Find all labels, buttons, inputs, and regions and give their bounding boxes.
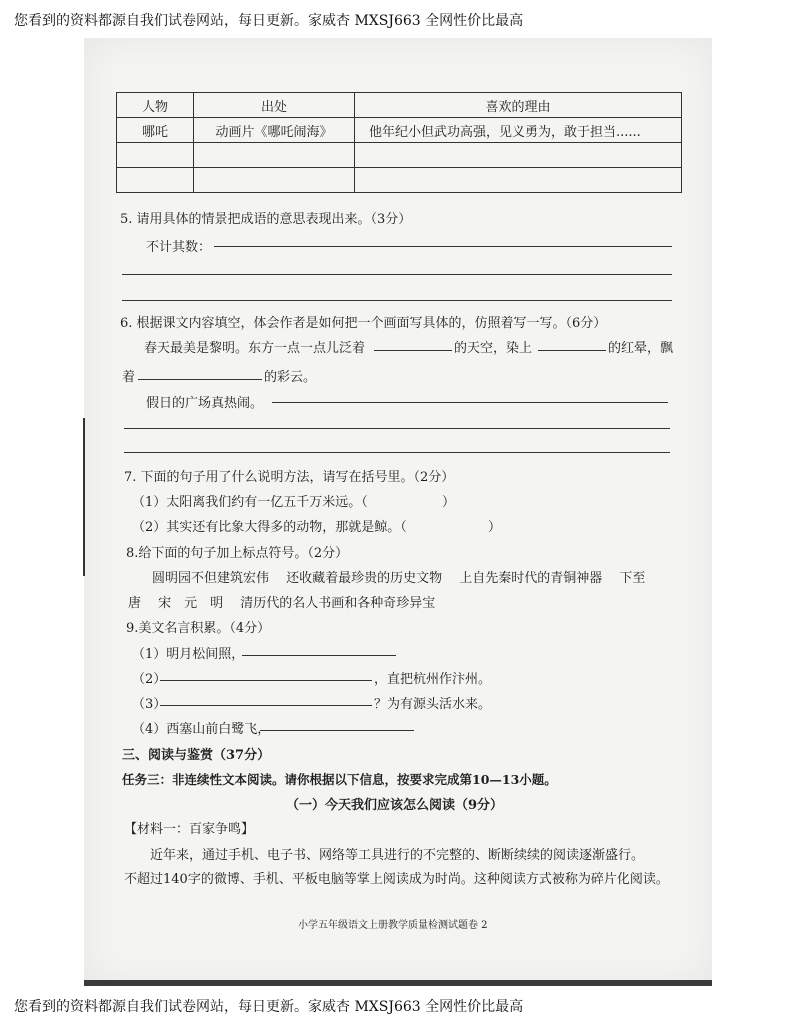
q8-sentence-line1: 圆明园不但建筑宏伟 还收藏着最珍贵的历史文物 上自先秦时代的青铜神器 下至 — [152, 571, 646, 586]
q9-item-1: （1）明月松间照， — [132, 647, 245, 662]
blank-line[interactable] — [260, 730, 414, 731]
material-paragraph-2: 不超过140字的微博、手机、平板电脑等掌上阅读成为时尚。这种阅读方式被称为碎片化阅读。 — [124, 872, 669, 887]
q9-item-2-tail: ，直把杭州作汴州。 — [374, 672, 492, 687]
q9-item-3-number: （3） — [132, 697, 167, 712]
q7-item-2-close: ） — [488, 520, 502, 535]
table-cell[interactable] — [355, 168, 682, 193]
blank-line[interactable] — [374, 350, 452, 351]
table-header-cell: 喜欢的理由 — [355, 93, 682, 118]
table-cell: 他年纪小但武功高强，见义勇为，敢于担当...... — [355, 118, 682, 143]
q9-item-4: （4）西塞山前白鹭飞， — [132, 722, 271, 737]
q8-sentence-line2: 唐 宋 元 明 清历代的名人书画和各种奇珍异宝 — [128, 596, 436, 611]
blank-line[interactable] — [160, 705, 372, 706]
bottom-banner: 您看到的资料都源自我们试卷网站，每日更新。家威杏 MXSJ663 全网性价比最高 — [14, 999, 524, 1015]
question-7-title: 7. 下面的句子用了什么说明方法，请写在括号里。（2分） — [124, 470, 455, 485]
table-cell[interactable] — [194, 168, 355, 193]
q6-line2-part-b: 的彩云。 — [264, 370, 317, 385]
q6-line1-part-a: 春天最美是黎明。东方一点一点儿泛着 — [144, 341, 366, 356]
material-paragraph-1: 近年来，通过手机、电子书、网络等工具进行的不完整的、断断续续的阅读逐渐盛行。 — [150, 848, 645, 863]
q6-line1-part-c: 的红晕，飘 — [608, 341, 674, 356]
answer-line[interactable] — [122, 274, 672, 275]
q9-item-3-tail: ？为有源头活水来。 — [374, 697, 492, 712]
material-heading: 【材料一：百家争鸣】 — [124, 822, 255, 837]
question-9-title: 9.美文名言积累。（4分） — [126, 621, 271, 636]
q6-line1-part-b: 的天空，染上 — [454, 341, 533, 356]
table-cell[interactable] — [194, 143, 355, 168]
table-cell: 哪吒 — [117, 118, 194, 143]
q6-line2-part-a: 着 — [122, 370, 136, 385]
table-header-row — [117, 93, 682, 118]
top-banner: 您看到的资料都源自我们试卷网站，每日更新。家威杏 MXSJ663 全网性价比最高 — [14, 13, 524, 29]
section-3-title: 三、阅读与鉴赏（37分） — [122, 748, 271, 763]
q7-item-1-close: ） — [442, 495, 456, 510]
q7-item-2: （2）其实还有比象大得多的动物，那就是鲸。（ — [132, 520, 407, 535]
table-header-cell: 人物 — [117, 93, 194, 118]
reading-subtitle: （一）今天我们应该怎么阅读（9分） — [286, 798, 504, 813]
answer-line[interactable] — [272, 402, 668, 403]
question-8-title: 8.给下面的句子加上标点符号。（2分） — [126, 546, 349, 561]
blank-line[interactable] — [160, 680, 372, 681]
answer-line[interactable] — [214, 246, 672, 247]
table-row — [117, 118, 682, 143]
table-cell[interactable] — [117, 143, 194, 168]
table-header-cell: 出处 — [194, 93, 355, 118]
answer-line[interactable] — [124, 452, 670, 453]
blank-line[interactable] — [538, 350, 606, 351]
idiom-label: 不计其数： — [146, 240, 212, 255]
blank-line[interactable] — [138, 379, 262, 380]
table-row — [117, 168, 682, 193]
table-cell: 动画片《哪吒闹海》 — [194, 118, 355, 143]
table-cell[interactable] — [355, 143, 682, 168]
blank-line[interactable] — [242, 655, 396, 656]
character-table — [116, 92, 682, 193]
answer-line[interactable] — [124, 428, 670, 429]
question-6-title: 6. 根据课文内容填空，体会作者是如何把一个画面写具体的，仿照着写一写。（6分） — [120, 316, 607, 331]
q6-line3: 假日的广场真热闹。 — [146, 396, 264, 411]
q9-item-2-number: （2） — [132, 672, 167, 687]
table-cell[interactable] — [117, 168, 194, 193]
paper-bottom-edge — [84, 980, 712, 986]
answer-line[interactable] — [122, 300, 672, 301]
task-3-instruction: 任务三：非连续性文本阅读。请你根据以下信息，按要求完成第10—13小题。 — [122, 772, 557, 787]
page-footer: 小学五年级语文上册教学质量检测试题卷 2 — [298, 920, 488, 931]
margin-rule — [83, 418, 85, 576]
q7-item-1: （1）太阳离我们约有一亿五千万米远。（ — [132, 495, 368, 510]
question-5-title: 5. 请用具体的情景把成语的意思表现出来。（3分） — [120, 212, 412, 227]
table-row — [117, 143, 682, 168]
